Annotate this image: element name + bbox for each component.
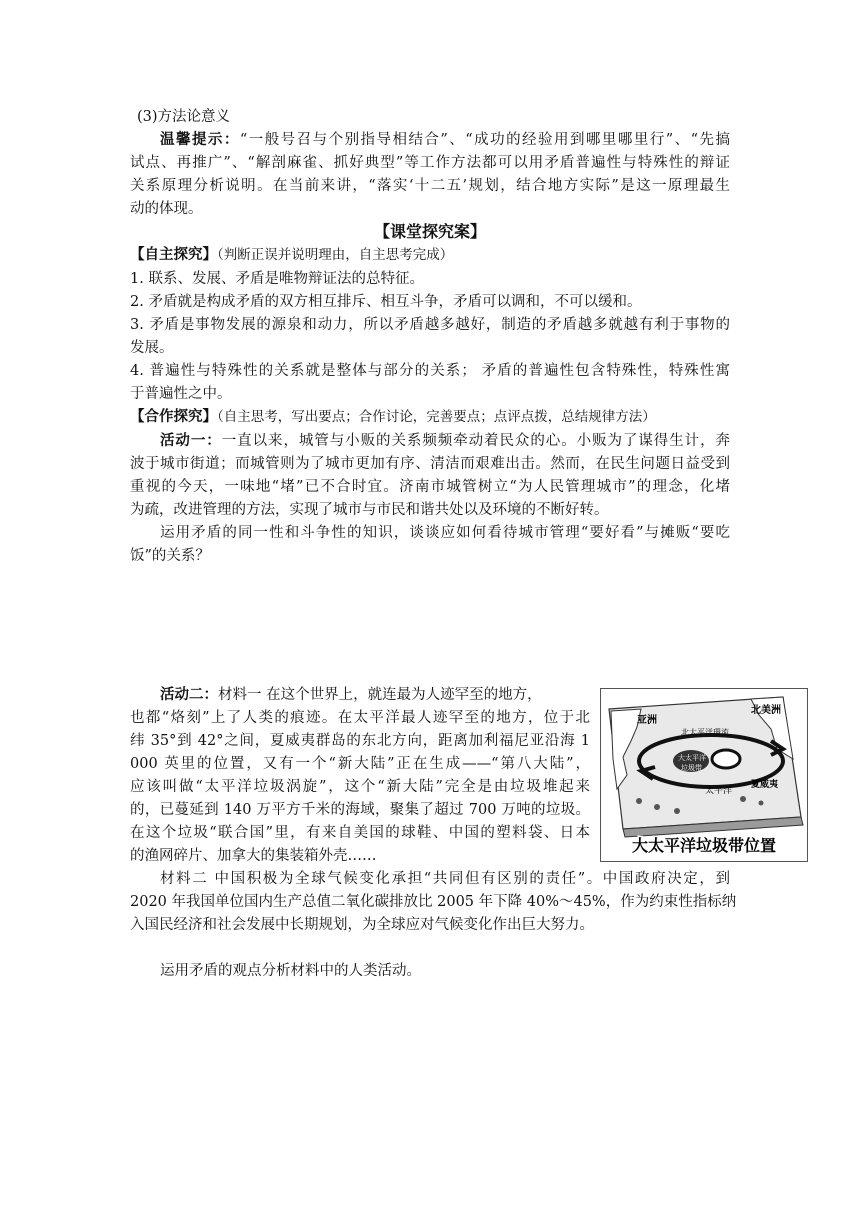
material1-line-4: 000 英里的位置，又有一个“新大陆”正在生成——“第八大陆”， <box>130 756 590 772</box>
activity1-line-4: 为疏，改进管理的方法，实现了城市与市民和谐共处以及环境的不断好转。 <box>130 502 609 518</box>
self-explore-label: 【自主探究】 <box>130 246 217 263</box>
label-garbage-2: 垃圾带 <box>681 764 702 772</box>
material2-line-2: 2020 年我国单位国内生产总值二氧化碳排放比 2005 年下降 40%～45%，作为约束性指标纳 <box>130 894 737 910</box>
activity1-label: 活动一： <box>160 432 222 449</box>
material1-line-5: 应该叫做“太平洋垃圾涡旋”，这个“新大陆”完全是由垃圾堆起来 <box>130 779 590 795</box>
label-asia: 亚洲 <box>637 715 657 726</box>
tip-line-4: 动的体现。 <box>130 201 203 217</box>
method-heading: (3)方法论意义 <box>137 109 231 125</box>
self-explore-heading <box>130 244 730 266</box>
map-drawing <box>601 689 807 861</box>
self-explore-item-2: 2. 矛盾就是构成矛盾的双方相互排斥、相互斗争，矛盾可以调和，不可以缓和。 <box>130 294 642 310</box>
activity1-question-2: 饭”的关系？ <box>130 548 210 564</box>
material1-line-2: 也都“烙刻”上了人类的痕迹。在太平洋最人迹罕至的地方，位于北 <box>130 710 590 726</box>
map-caption: 大太平洋垃圾带位置 <box>631 836 777 855</box>
self-explore-item-4: 4. 普遍性与特殊性的关系就是整体与部分的关系； 矛盾的普遍性包含特殊性，特殊性寓 <box>130 363 730 379</box>
island-dot <box>654 804 660 810</box>
coop-explore-heading <box>130 406 730 428</box>
activity1-line-1: 活动一：一直以来，城管与小贩的关系频频牵动着民众的心。小贩为了谋得生计，奔 <box>160 432 731 449</box>
material1-line-7: 在这个垃圾“联合国”里，有来自美国的球鞋、中国的塑料袋、日本 <box>130 825 590 841</box>
self-explore-item-3-cont: 发展。 <box>130 340 174 356</box>
label-pacific: 太平洋 <box>705 786 733 796</box>
island-dot <box>674 808 680 814</box>
tip-line-3: 关系原理分析说明。在当前来讲，“落实‘十二五’规划，结合地方实际”是这一原理最生 <box>130 178 730 194</box>
class-title: 【课堂探究案】 <box>373 222 486 241</box>
pacific-garbage-map <box>600 688 808 862</box>
label-north-america: 北美洲 <box>751 705 781 716</box>
activity2-question: 运用矛盾的观点分析材料中的人类活动。 <box>160 963 421 979</box>
self-explore-item-4-cont: 于普遍性之中。 <box>130 386 232 402</box>
activity1-question-1: 运用矛盾的同一性和斗争性的知识，谈谈应如何看待城市管理“要好看”与摊贩“要吃 <box>160 525 730 541</box>
coop-explore-instruction: （自主思考，写出要点；合作讨论，完善要点；点评点拨，总结规律方法） <box>217 409 656 425</box>
material1-line-8: 的渔网碎片、加拿大的集装箱外壳…… <box>130 848 377 864</box>
activity2-label: 活动二： <box>160 686 218 703</box>
material1-line-3: 纬 35°到 42°之间，夏威夷群岛的东北方向，距离加利福尼亚沿海 1 <box>130 733 590 749</box>
island-dot <box>740 796 746 802</box>
self-explore-item-3: 3. 矛盾是事物发展的源泉和动力，所以矛盾越多越好，制造的矛盾越多就越有利于事物的 <box>130 317 730 333</box>
tip-label: 温馨提示： <box>160 131 240 148</box>
activity2-line-1: 活动二：材料一 在这个世界上，就连最为人迹罕至的地方， <box>160 686 542 703</box>
self-explore-instruction: （判断正误并说明理由，自主思考完成） <box>217 247 454 263</box>
label-garbage-1: 大太平洋 <box>678 754 706 762</box>
label-hawaii: 夏威夷 <box>751 780 779 790</box>
self-explore-item-1: 1. 联系、发展、矛盾是唯物辩证法的总特征。 <box>130 271 424 287</box>
island-dot <box>759 801 764 806</box>
activity1-line-3: 重视的今天，一味地“堵”已不合时宜。济南市城管树立“为人民管理城市”的理念，化堵 <box>130 479 730 495</box>
material2-line-1: 材料二 中国积极为全球气候变化承担“共同但有区别的责任”。中国政府决定，到 <box>160 871 730 887</box>
material1-line-6: 的，已蔓延到 140 万平方千米的海域，聚集了超过 700 万吨的垃圾。 <box>130 802 590 818</box>
activity1-line-2: 波于城市街道；而城管则为了城市更加有序、清洁而艰难出击。然而，在民生问题日益受到 <box>130 456 730 472</box>
label-current: 北太平洋環流 <box>681 728 729 737</box>
tip-line-1: 温馨提示：“一般号召与个别指导相结合”、“成功的经验用到哪里哪里行”、“先搞 <box>160 131 731 148</box>
coop-explore-label: 【合作探究】 <box>130 408 217 425</box>
material2-line-3: 入国民经济和社会发展中长期规划，为全球应对气候变化作出巨大努力。 <box>130 917 594 933</box>
island-dot <box>636 798 642 804</box>
garbage-patch-center <box>712 750 740 768</box>
tip-line-2: 试点、再推广”、“解剖麻雀、抓好典型”等工作方法都可以用矛盾普遍性与特殊性的辩证 <box>130 155 730 171</box>
